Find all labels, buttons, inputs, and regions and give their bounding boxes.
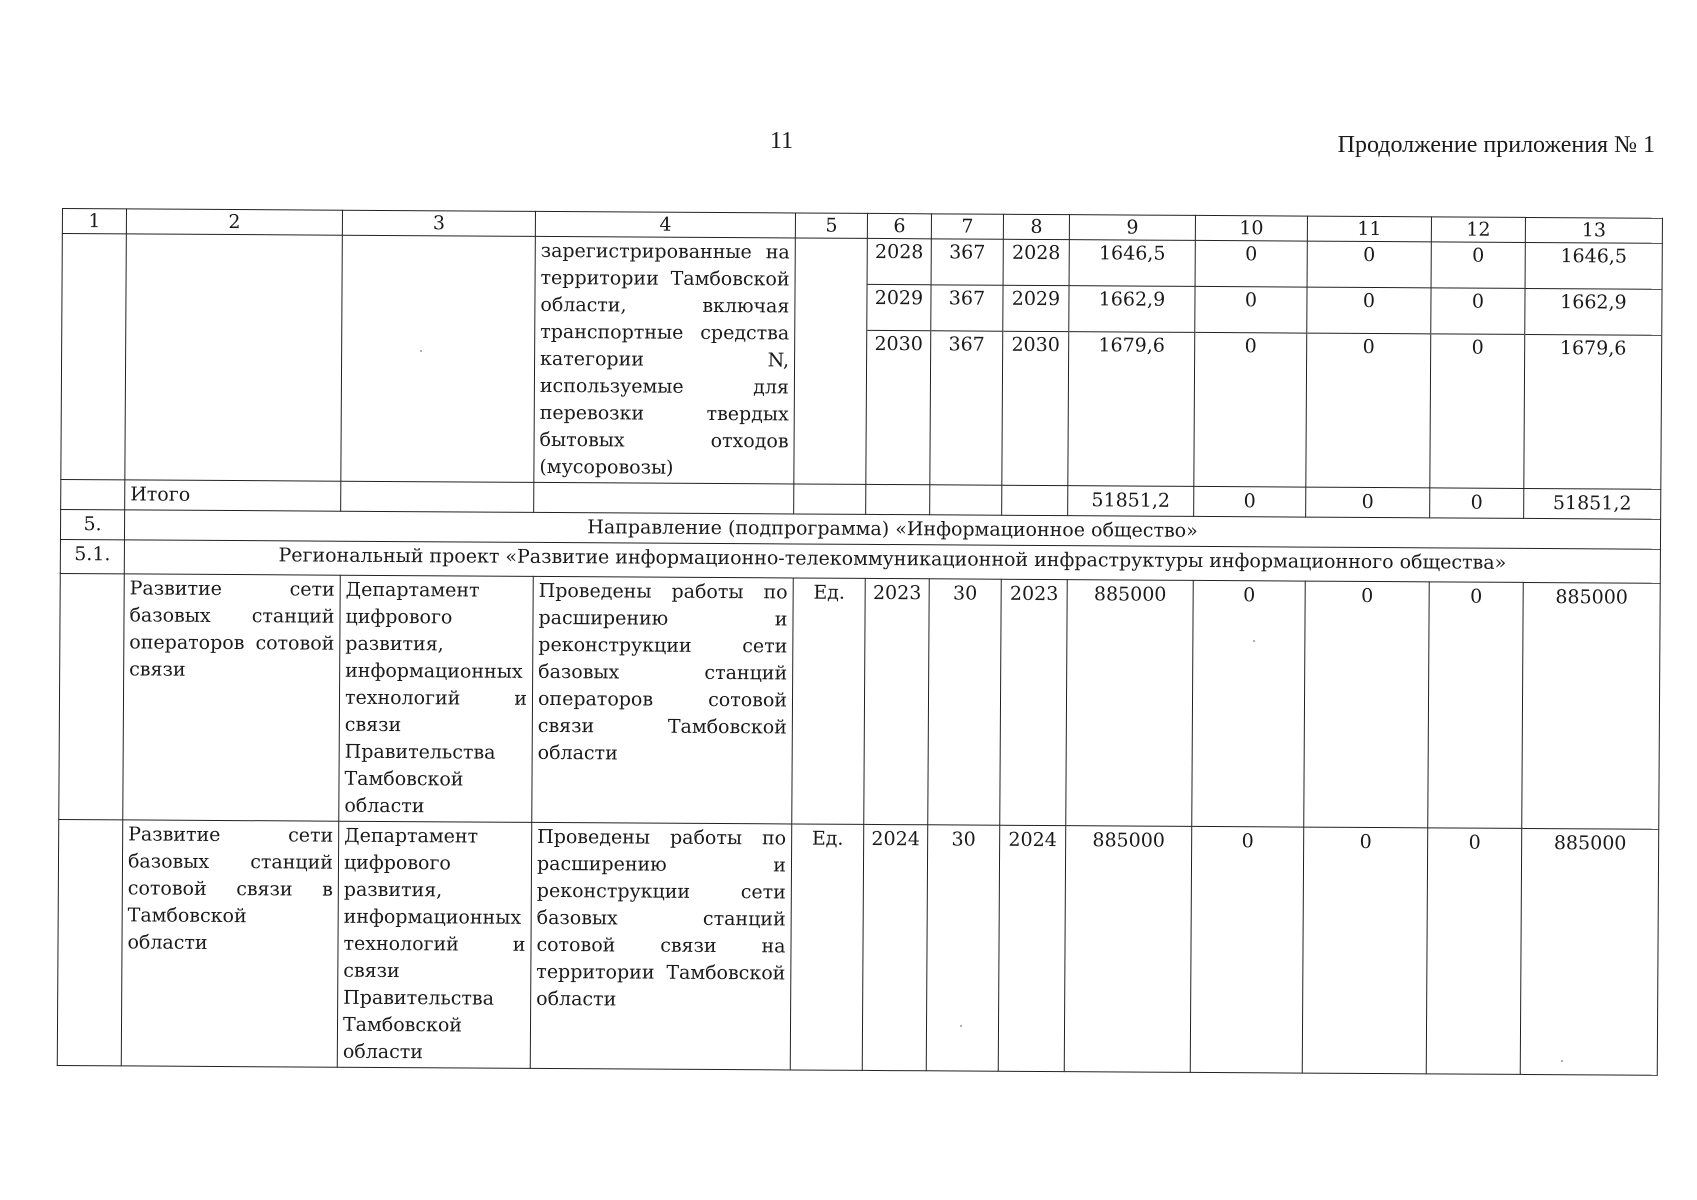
col-num-5: 5 [795, 213, 867, 238]
year-col8: 2023 [1000, 579, 1068, 825]
cell-empty [866, 484, 930, 514]
col-num-11: 11 [1307, 216, 1431, 242]
amount-row-3: 0 [1362, 335, 1375, 359]
amount-row-2: 0 [1195, 287, 1306, 334]
scan-speck [1253, 640, 1255, 642]
cell-empty [534, 482, 794, 514]
col-num-2: 2 [126, 209, 342, 235]
subsection-number: 5.1. [60, 539, 124, 573]
col-num-7: 7 [931, 214, 1003, 239]
amount-col13: 885000 [1522, 582, 1661, 829]
year-col6: 2024 [862, 824, 928, 1070]
amount-stack-col9 [1068, 240, 1196, 487]
year-2029: 2029 [867, 285, 930, 331]
amount-row-1: 0 [1432, 242, 1525, 289]
subsection-title: Региональный проект «Развитие информационно-телекоммуникационной инфраструктуры информационного общества» [124, 540, 1660, 583]
cell-empty [125, 234, 342, 481]
amount-col9: 885000 [1064, 826, 1192, 1073]
cell-empty [1002, 485, 1068, 515]
col-num-9: 9 [1069, 215, 1195, 241]
year-2030: 2030 [874, 332, 923, 356]
section-number: 5. [60, 509, 124, 539]
result-description: Проведены работы по расширению и реконструкции сети базовых станций сотовой связи на территории Тамбовской области [530, 822, 791, 1070]
unit: Ед. [790, 824, 864, 1070]
year-col8: 2024 [998, 825, 1066, 1071]
value-col7: 30 [926, 825, 1000, 1071]
amount-row-3: 1679,6 [1559, 337, 1627, 360]
amount-stack-col11 [1306, 241, 1432, 488]
value-row-2: 367 [931, 285, 1002, 331]
cell-empty [794, 484, 866, 514]
cell-empty [341, 481, 534, 512]
year-col6: 2023 [864, 578, 930, 824]
col-num-12: 12 [1431, 217, 1525, 243]
responsible-executor: Департамент цифрового развития, информационных технологий и связи Правительства Тамбовской области [337, 821, 531, 1068]
total-col12: 0 [1430, 488, 1524, 519]
indicator-text: зарегистрированные на территории Тамбовской области, включая транспортные средства категории N, используемые для перевозки твердых бытовых отходов (мусоровозы) [534, 236, 795, 484]
table-row-continuation [61, 234, 1662, 490]
amount-col13: 885000 [1520, 828, 1659, 1075]
col-num-3: 3 [342, 210, 535, 236]
amount-col11: 0 [1302, 827, 1428, 1074]
section-title: Направление (подпрограмма) «Информационное общество» [124, 510, 1660, 549]
col-num-4: 4 [535, 211, 795, 238]
cell-empty [930, 485, 1002, 515]
amount-col12: 0 [1426, 828, 1522, 1075]
amount-row-2: 1662,9 [1069, 286, 1194, 333]
amount-stack-col12 [1430, 242, 1526, 489]
amount-row-1: 1646,5 [1070, 240, 1195, 287]
col-num-13: 13 [1525, 217, 1662, 243]
cell-empty [341, 235, 535, 482]
amount-col11: 0 [1304, 581, 1430, 828]
cell-empty [794, 238, 868, 484]
value-stack-col7 [930, 239, 1004, 485]
page-number: 11 [770, 128, 794, 154]
amount-row-3: 0 [1244, 335, 1257, 358]
result-description: Проведены работы по расширению и реконструкции сети базовых станций операторов сотовой связи Тамбовской области [532, 576, 793, 824]
year-2030: 2030 [1011, 333, 1060, 357]
year-stack-col8 [1002, 239, 1070, 485]
total-label: Итого [125, 480, 341, 511]
amount-col9: 885000 [1066, 580, 1194, 827]
event-name: Развитие сети базовых станций сотовой связи в Тамбовской области [121, 820, 338, 1067]
amount-col10: 0 [1190, 826, 1304, 1073]
appendix-continuation-note: Продолжение приложения № 1 [1337, 132, 1655, 158]
year-2028: 2028 [1004, 240, 1069, 286]
amount-row-2: 1662,9 [1525, 289, 1661, 336]
amount-row-1: 0 [1196, 241, 1307, 288]
total-col11: 0 [1306, 487, 1430, 518]
amount-row-2: 0 [1307, 288, 1430, 335]
amount-row-3: 1679,6 [1098, 334, 1165, 357]
amount-row-1: 1646,5 [1526, 243, 1662, 290]
cell-empty [61, 479, 125, 509]
event-name: Развитие сети базовых станций операторов сотовой связи [123, 574, 340, 821]
col-num-6: 6 [867, 213, 931, 238]
scan-speck [1561, 1060, 1563, 1062]
value-row-1: 367 [932, 239, 1003, 285]
cell-empty [57, 819, 123, 1065]
value-row-3: 367 [948, 333, 985, 356]
budget-table [57, 208, 1663, 1076]
amount-col12: 0 [1428, 582, 1524, 829]
total-col10: 0 [1194, 486, 1306, 517]
col-num-8: 8 [1003, 214, 1069, 239]
amount-stack-col10 [1194, 240, 1308, 487]
total-col13: 51851,2 [1524, 488, 1661, 519]
cell-empty [61, 234, 127, 480]
year-stack-col6 [866, 238, 932, 484]
table-row [59, 573, 1660, 829]
value-col7: 30 [928, 579, 1002, 825]
amount-stack-col13 [1524, 242, 1663, 489]
year-2028: 2028 [868, 239, 931, 285]
col-num-1: 1 [62, 209, 126, 234]
year-2029: 2029 [1003, 286, 1068, 332]
amount-row-3: 0 [1471, 336, 1484, 359]
amount-row-1: 0 [1308, 242, 1431, 289]
amount-row-2: 0 [1431, 288, 1524, 335]
cell-empty [59, 573, 125, 819]
col-num-10: 10 [1195, 215, 1307, 241]
scan-speck [420, 350, 422, 352]
total-col9: 51851,2 [1068, 486, 1194, 517]
budget-table-wrapper [57, 208, 1662, 1076]
unit: Ед. [792, 578, 866, 824]
amount-col10: 0 [1192, 580, 1306, 827]
table-row [57, 819, 1658, 1075]
scan-speck [960, 1025, 962, 1027]
responsible-executor: Департамент цифрового развития, информационных технологий и связи Правительства Тамбовской области [339, 575, 533, 822]
